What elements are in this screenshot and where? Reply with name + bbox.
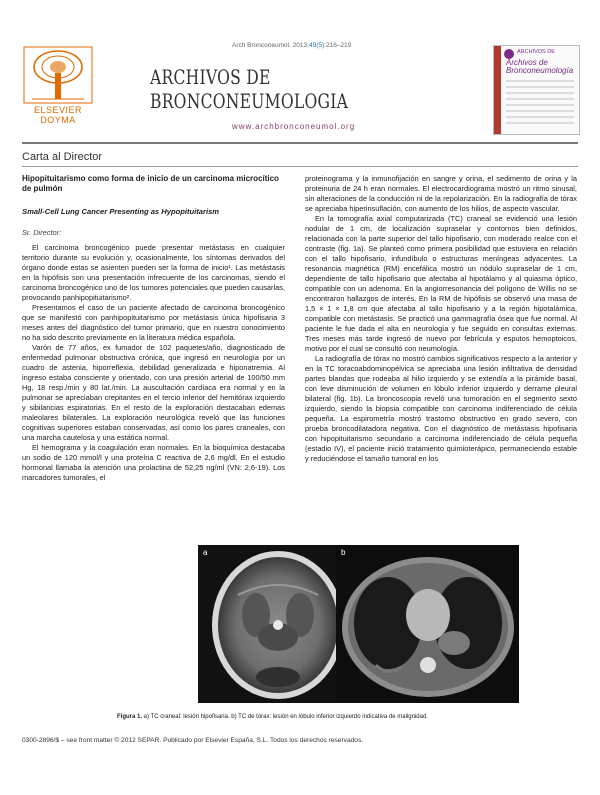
cover-title: Archivos de Bronconeumología: [506, 58, 574, 75]
paragraph: proteinograma y la inmunofijación en sangre y orina, el sedimento de orina y la proteinuria de 24 h eran normales. El electrocardiograma mostró un ritmo sinusal, sin alteraciones de la conducción ni de la repolarización. En la radiografía de tórax se apreciaba hiperinsuflación, con aumento de los hilios, de aspecto vascular.: [305, 174, 577, 213]
copyright-footer: 0300-2896/$ – see front matter © 2012 SEPAR. Publicado por Elsevier España, S.L. Todos los derechos reservados.: [22, 737, 364, 744]
article-title: Hipopituitarismo como forma de inicio de un carcinoma microcítico de pulmón: [22, 174, 279, 193]
paragraph: La radiografía de tórax no mostró cambios significativos respecto a la anterior y en la TC toracoabdominopélvica se apreciaba una lesión infiltrativa de densidad partes blandas que rodeaba al hilio izquierdo y se extendía a la pirámide basal, con leve disminución de volumen en lóbulo inferior izquierdo y derrame pleural bilateral (fig. 1b). La broncoscopia reveló una tumoración en el segmento sexto izquierdo, siendo la biopsia compatible con carcinoma indiferenciado de célula pequeña. La espirometría mostró trastorno obstructivo en grado severo, con prueba broncodilatadora negativa. Con el diagnóstico de metástasis hipofisaria con hipopituitarismo secundario a carcinoma indiferenciado de célula pequeña (estadio IV), el paciente inició tratamiento quimioterápico, permaneciendo estable y reduciéndose el tamaño tumoral en los: [305, 354, 577, 463]
journal-cover: [493, 45, 580, 135]
paragraph: En la tomografía axial computarizada (TC) craneal se evidenció una lesión nodular de 1 cm, de localización supraselar y contornos bien definidos, relacionada con la parte superior del tallo hipofisario, con moderado realce con el contraste (fig. 1a). Se planteó como primera posibilidad que estuviera en relación con el tallo hipofisario, infundíbulo o estructuras meníngeas adyacentes. La resonancia magnética (RM) encefálica mostró un nódulo supraselar de 1 cm, dependiente de tallo hipofisario que afectaba al hipotálamo y al quiasma óptico, compatible con un adenoma. En la angiorresonancia del polígono de Willis no se encontraron hallazgos de interés. En la RM de hipófisis se observó una masa de 1,5 × 1 × 1,8 cm que afectaba al tallo hipofisario y a la región hipotalámica, compatible con metástasis. Se practicó una gammagrafía ósea que fue normal. Al paciente le fue dada el alta en neurología y fue seguido en consultas externas. Tres meses más tarde ingresó de nuevo por febrícula y esputos hemoptoicos, motivo por el cual se consultó con neumología.: [305, 214, 577, 353]
figure-label-a: a: [203, 548, 208, 557]
paragraph: El hemograma y la coagulación eran normales. En la bioquímica destacaba un sodio de 120 mmol/l y una proteína C reactiva de 2,6 mg/dl. En el estudio hormonal llamaba la atención una prolactina de 52,25 ng/ml (VN: 2,6-19). Los marcadores tumorales, el: [22, 443, 285, 482]
right-column: [305, 174, 577, 464]
tree-logo-icon: [22, 45, 94, 105]
article-subtitle: Small-Cell Lung Cancer Presenting as Hypopituitarism: [22, 207, 220, 216]
header-rule: [22, 142, 578, 144]
citation-pages: :216–219: [324, 42, 352, 49]
section-rule: [22, 166, 578, 167]
ct-brain-image: [198, 545, 358, 703]
figure-ct-chest: [336, 545, 519, 703]
figure-label-b: b: [341, 548, 346, 557]
figure-ct-brain: [198, 545, 358, 703]
citation-volume-link[interactable]: 49(5): [308, 42, 325, 49]
left-column: [22, 243, 285, 483]
figure-caption: [117, 714, 577, 720]
publisher-name: ELSEVIER: [33, 105, 83, 115]
publisher-sub: DOYMA: [40, 115, 76, 125]
citation: [232, 42, 351, 49]
section-heading: Carta al Director: [22, 151, 103, 163]
paragraph: Varón de 77 años, ex fumador de 102 paquetes/año, diagnosticado de enfermedad pulmonar obstructiva crónica, que ingresó en neurología por un cuadro de astenia, hiporreflexia, debilidad generalizada e hiponatremia. Al ingreso estaba consciente y orientado, con una presión arterial de 100/50 mm Hg, 18 resp./min y 80 lat./min. La auscultación cardíaca era normal y en la pulmonar se apreciaban crepitantes en el tercio inferior del hemitórax izquierdo y sibilancias espiratorias. En el resto de la exploración destacaban edemas maleolares bilaterales. La exploración neurológica reveló que las funciones cognitivas superiores estaban conservadas, así como los pares craneales, con una marcha cautelosa y una estática normal.: [22, 343, 285, 442]
caption-text: a) TC craneal: lesión hipofisaria. b) TC de tórax: lesión en lóbulo inferior izquierdo indicativa de malignidad.: [142, 714, 428, 720]
caption-label: Figura 1.: [117, 714, 143, 720]
salutation: Sr. Director:: [22, 228, 62, 237]
paragraph: El carcinoma broncogénico puede presentar metástasis en cualquier territorio durante su evolución y, ocasionalmente, los síntomas derivados del órgano donde estas se asienten pueden ser la forma de inicio¹. Las metástasis en la hipófisis son una presentación infrecuente de los carcinomas, siendo el carcinoma broncogénico uno de los tumores potenciales que pueden causarlas, provocando panhipopituitarismo².: [22, 243, 285, 302]
publisher-logo: [22, 45, 94, 133]
citation-prefix: Arch Bronconeumol. 2013;: [232, 42, 309, 49]
cover-small-text: ARCHIVOS DE: [517, 49, 555, 55]
journal-title: ARCHIVOS DE BRONCONEUMOLOGIA: [150, 65, 349, 113]
ct-chest-image: [336, 545, 519, 703]
paragraph: Presentamos el caso de un paciente afectado de carcinoma broncogénico que se manifestó con panhipopituitarismo por metástasis única hipofisaria 3 meses antes del diagnóstico del tumor primario, que en nuestro conocimiento no ha sido descrito previamente en la literatura médica española.: [22, 303, 285, 342]
journal-url[interactable]: www.archbronconeumol.org: [232, 122, 356, 131]
